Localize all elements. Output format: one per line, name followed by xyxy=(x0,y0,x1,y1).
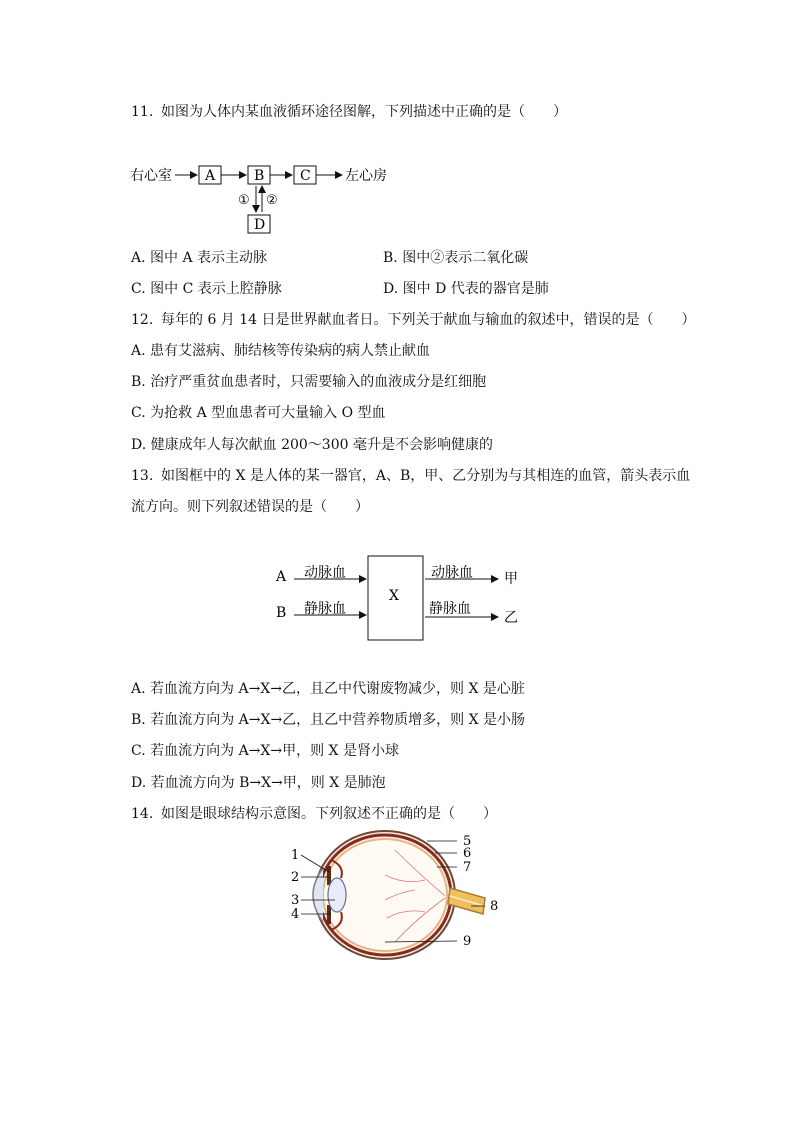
q13-label-jia: 甲 xyxy=(504,571,518,587)
eye-label-5: 5 xyxy=(463,834,472,849)
q11-option-a[interactable]: A. 图中 A 表示主动脉 xyxy=(131,250,268,266)
q13-option-c[interactable]: C. 若血流方向为 A→X→甲，则 X 是肾小球 xyxy=(131,743,399,759)
q11-stem-line xyxy=(131,103,567,121)
q12-stem: 每年的 6 月 14 日是世界献血者日。下列关于献血与输血的叙述中，错误的是（ ） xyxy=(161,312,696,328)
eye-label-8: 8 xyxy=(490,899,499,914)
q13-label-b: B xyxy=(276,605,287,621)
q13-option-d[interactable]: D. 若血流方向为 B→X→甲，则 X 是肺泡 xyxy=(131,775,386,791)
q13-stem-line-2: 流方向。则下列叙述错误的是（ ） xyxy=(131,499,369,515)
q11-right-ventricle-label: 右心室 xyxy=(130,168,172,184)
eye-label-9: 9 xyxy=(463,934,472,949)
q13-label-yi: 乙 xyxy=(504,610,518,626)
q12-option-d[interactable]: D. 健康成年人每次献血 200～300 毫升是不会影响健康的 xyxy=(131,437,493,453)
q11-left-atrium-label: 左心房 xyxy=(345,168,387,184)
q12-option-a[interactable]: A. 患有艾滋病、肺结核等传染病的病人禁止献血 xyxy=(131,343,431,359)
q11-number: 11. xyxy=(131,104,154,120)
eye-label-2: 2 xyxy=(291,870,300,885)
q11-option-c[interactable]: C. 图中 C 表示上腔静脉 xyxy=(131,281,282,297)
q12-number: 12. xyxy=(131,312,154,328)
q12-option-c[interactable]: C. 为抢救 A 型血患者可大量输入 O 型血 xyxy=(131,405,386,421)
q13-label-a: A xyxy=(276,569,287,585)
q11-box-c: C xyxy=(300,168,311,184)
q11-box-d: D xyxy=(254,217,266,233)
q11-mark-2: ② xyxy=(266,193,278,208)
q12-stem-line xyxy=(131,311,696,329)
q11-option-d[interactable]: D. 图中 D 代表的器官是肺 xyxy=(383,281,549,297)
q14-stem-line xyxy=(131,805,497,823)
eye-label-4: 4 xyxy=(291,907,300,922)
q13-stem-line-1 xyxy=(131,467,690,485)
q11-box-a: A xyxy=(205,168,216,184)
q14-number: 14. xyxy=(131,806,154,822)
q11-mark-1: ① xyxy=(238,193,250,208)
q13-organ-diagram xyxy=(270,550,530,650)
q13-in-arterial: 动脉血 xyxy=(304,565,346,581)
q11-option-b[interactable]: B. 图中②表示二氧化碳 xyxy=(383,250,529,266)
q13-number: 13. xyxy=(131,468,154,484)
q13-option-b[interactable]: B. 若血流方向为 A→X→乙，且乙中营养物质增多，则 X 是小肠 xyxy=(131,712,526,728)
eye-label-3: 3 xyxy=(291,893,300,908)
q13-out-arterial: 动脉血 xyxy=(431,565,473,581)
q12-option-b[interactable]: B. 治疗严重贫血患者时，只需要输入的血液成分是红细胞 xyxy=(131,374,487,390)
eye-label-1: 1 xyxy=(291,848,300,863)
q13-in-venous: 静脉血 xyxy=(304,601,346,617)
q13-stem-1: 如图框中的 X 是人体的某一器官，A、B，甲、乙分别为与其相连的血管，箭头表示血 xyxy=(161,468,691,484)
q14-eye-diagram xyxy=(285,830,505,965)
q11-circulation-diagram xyxy=(125,160,405,240)
q13-box-x: X xyxy=(389,588,399,604)
q13-option-a[interactable]: A. 若血流方向为 A→X→乙，且乙中代谢废物减少，则 X 是心脏 xyxy=(131,681,525,697)
eye-label-7: 7 xyxy=(463,860,472,875)
q11-stem: 如图为人体内某血液循环途径图解，下列描述中正确的是（ ） xyxy=(161,104,567,120)
eye-label-6: 6 xyxy=(463,846,472,861)
q13-out-venous: 静脉血 xyxy=(429,601,471,617)
q11-box-b: B xyxy=(254,168,265,184)
q14-stem: 如图是眼球结构示意图。下列叙述不正确的是（ ） xyxy=(161,806,497,822)
